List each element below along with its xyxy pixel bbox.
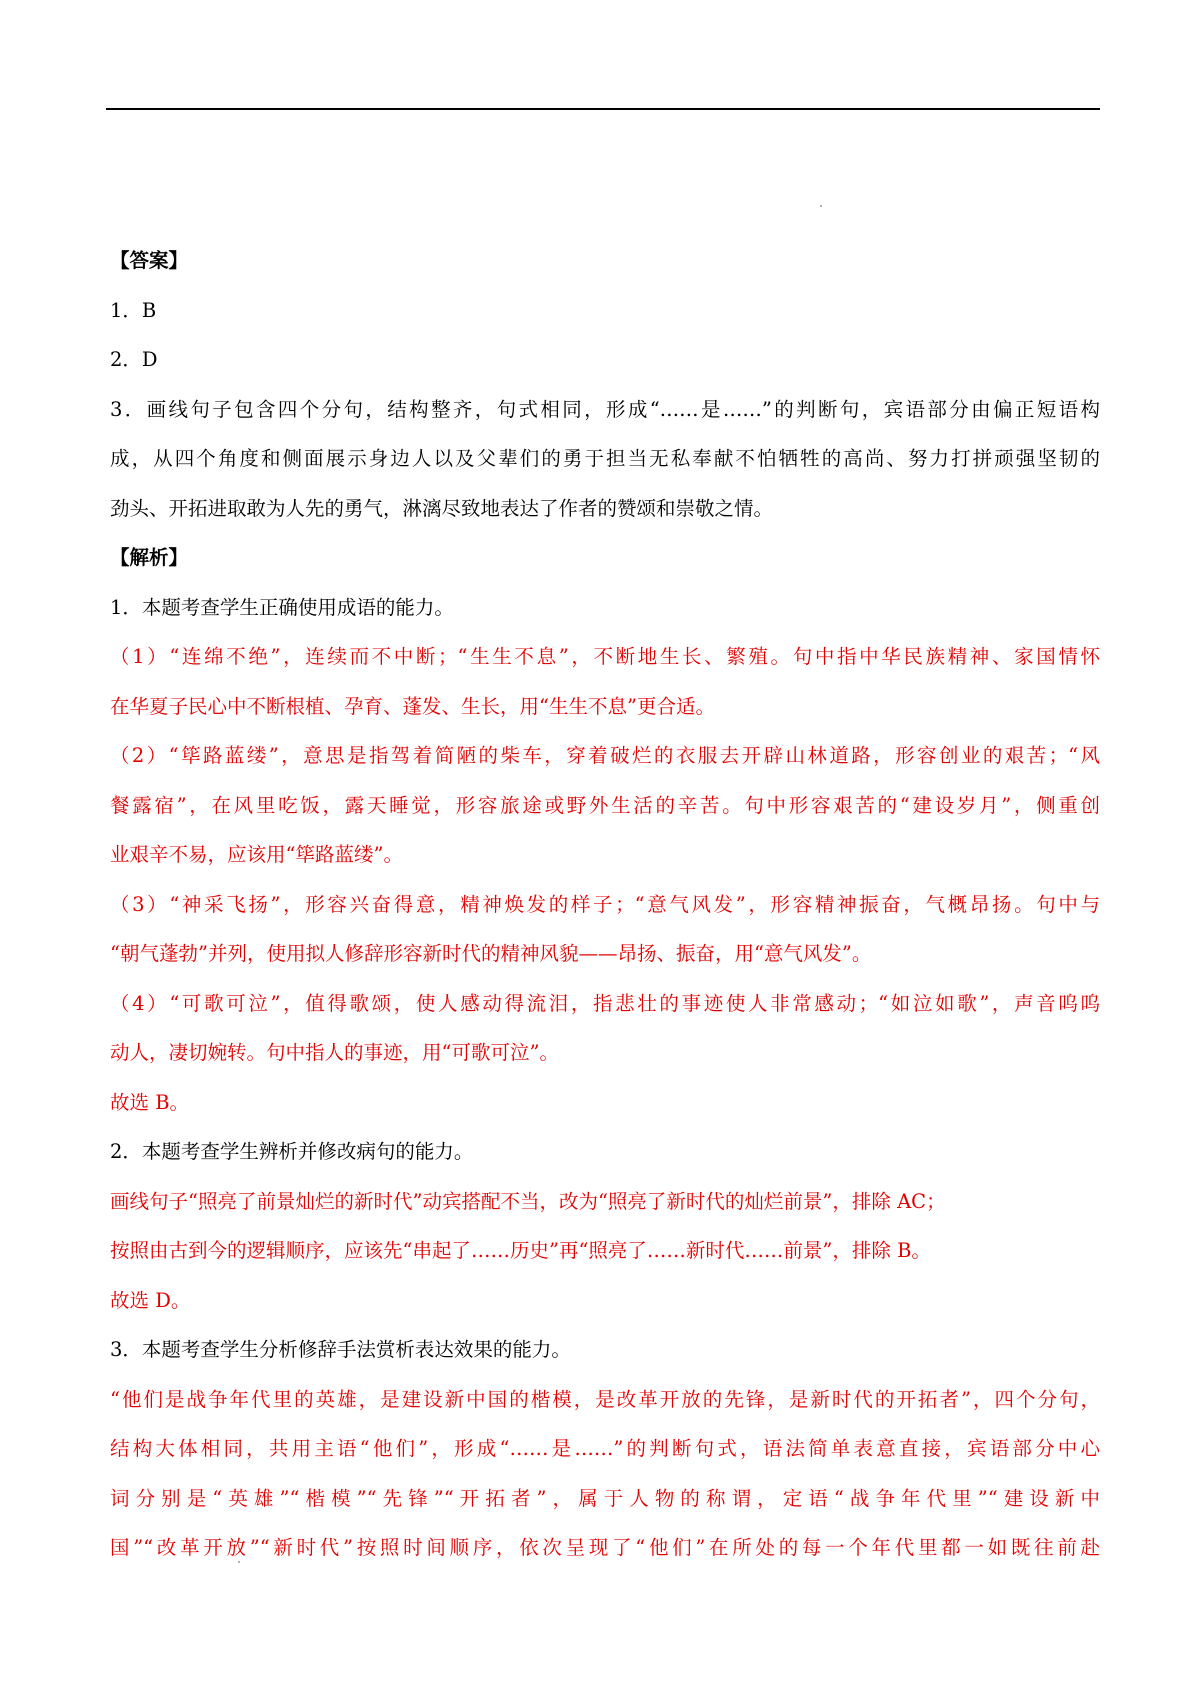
q3-line: 结构大体相同，共用主语“他们”，形成“……是……”的判断句式，语法简单表意直接，宾语部分中心 <box>110 1437 1100 1460</box>
q1-p3-line: （3）“神采飞扬”，形容兴奋得意，精神焕发的样子；“意气风发”，形容精神振奋，气概昂扬。句中与 <box>110 892 1100 916</box>
q1-conclusion: 故选 B。 <box>110 1090 190 1114</box>
q1-p4-line: （4）“可歌可泣”，值得歌颂，使人感动得流泪，指悲壮的事迹使人非常感动；“如泣如歌”，声音呜呜 <box>110 991 1100 1015</box>
answer-1: 1．B <box>110 298 157 322</box>
q3-line: 国”“改革开放”“新时代”按照时间顺序，依次呈现了“他们”在所处的每一个年代里都一如既往前赴 <box>110 1536 1100 1559</box>
q1-p2-line: （2）“筚路蓝缕”，意思是指驾着简陋的柴车，穿着破烂的衣服去开辟山林道路，形容创业的艰苦；“风 <box>110 744 1100 767</box>
answer-3-line: 3．画线句子包含四个分句，结构整齐，句式相同，形成“……是……”的判断句，宾语部分由偏正短语构 <box>110 397 1100 421</box>
q2-line: 画线句子“照亮了前景灿烂的新时代”动宾搭配不当，改为“照亮了新时代的灿烂前景”，排除 AC； <box>110 1189 946 1213</box>
q1-title: 1．本题考查学生正确使用成语的能力。 <box>110 595 454 619</box>
scan-speck <box>820 205 822 207</box>
q3-line: 词分别是“英雄”“楷模”“先锋”“开拓者”，属于人物的称谓，定语“战争年代里”“建设新中 <box>110 1486 1100 1510</box>
header-rule <box>106 108 1100 110</box>
document-body <box>110 236 1100 1573</box>
answer-3-line: 劲头、开拓进取敢为人先的勇气，淋漓尽致地表达了作者的赞颂和崇敬之情。 <box>110 496 774 520</box>
q3-title: 3．本题考查学生分析修辞手法赏析表达效果的能力。 <box>110 1338 571 1361</box>
q1-p2-line: 业艰辛不易，应该用“筚路蓝缕”。 <box>110 843 403 866</box>
q1-p1-line: 在华夏子民心中不断根植、孕育、蓬发、生长，用“生生不息”更合适。 <box>110 694 715 718</box>
q2-line: 按照由古到今的逻辑顺序，应该先“串起了……历史”再“照亮了……新时代……前景”，排除 B。 <box>110 1239 931 1262</box>
q3-line: “他们是战争年代里的英雄，是建设新中国的楷模，是改革开放的先锋，是新时代的开拓者”，四个分句， <box>110 1387 1100 1411</box>
q2-conclusion: 故选 D。 <box>110 1288 191 1312</box>
q2-title: 2．本题考查学生辨析并修改病句的能力。 <box>110 1140 474 1163</box>
q1-p1-line: （1）“连绵不绝”，连续而不中断；“生生不息”，不断地生长、繁殖。句中指中华民族精神、家国情怀 <box>110 645 1100 668</box>
answer-header: 【答案】 <box>110 249 189 272</box>
answer-2: 2．D <box>110 348 158 371</box>
q1-p4-line: 动人，凄切婉转。句中指人的事迹，用“可歌可泣”。 <box>110 1041 559 1064</box>
analysis-header: 【解析】 <box>110 546 189 569</box>
answer-3-line: 成，从四个角度和侧面展示身边人以及父辈们的勇于担当无私奉献不怕牺牲的高尚、努力打拼顽强坚韧的 <box>110 447 1100 470</box>
q1-p2-line: 餐露宿”，在风里吃饭，露天睡觉，形容旅途或野外生活的辛苦。句中形容艰苦的“建设岁月”，侧重创 <box>110 793 1100 817</box>
q1-p3-line: “朝气蓬勃”并列，使用拟人修辞形容新时代的精神风貌——昂扬、振奋，用“意气风发”。 <box>110 942 872 965</box>
